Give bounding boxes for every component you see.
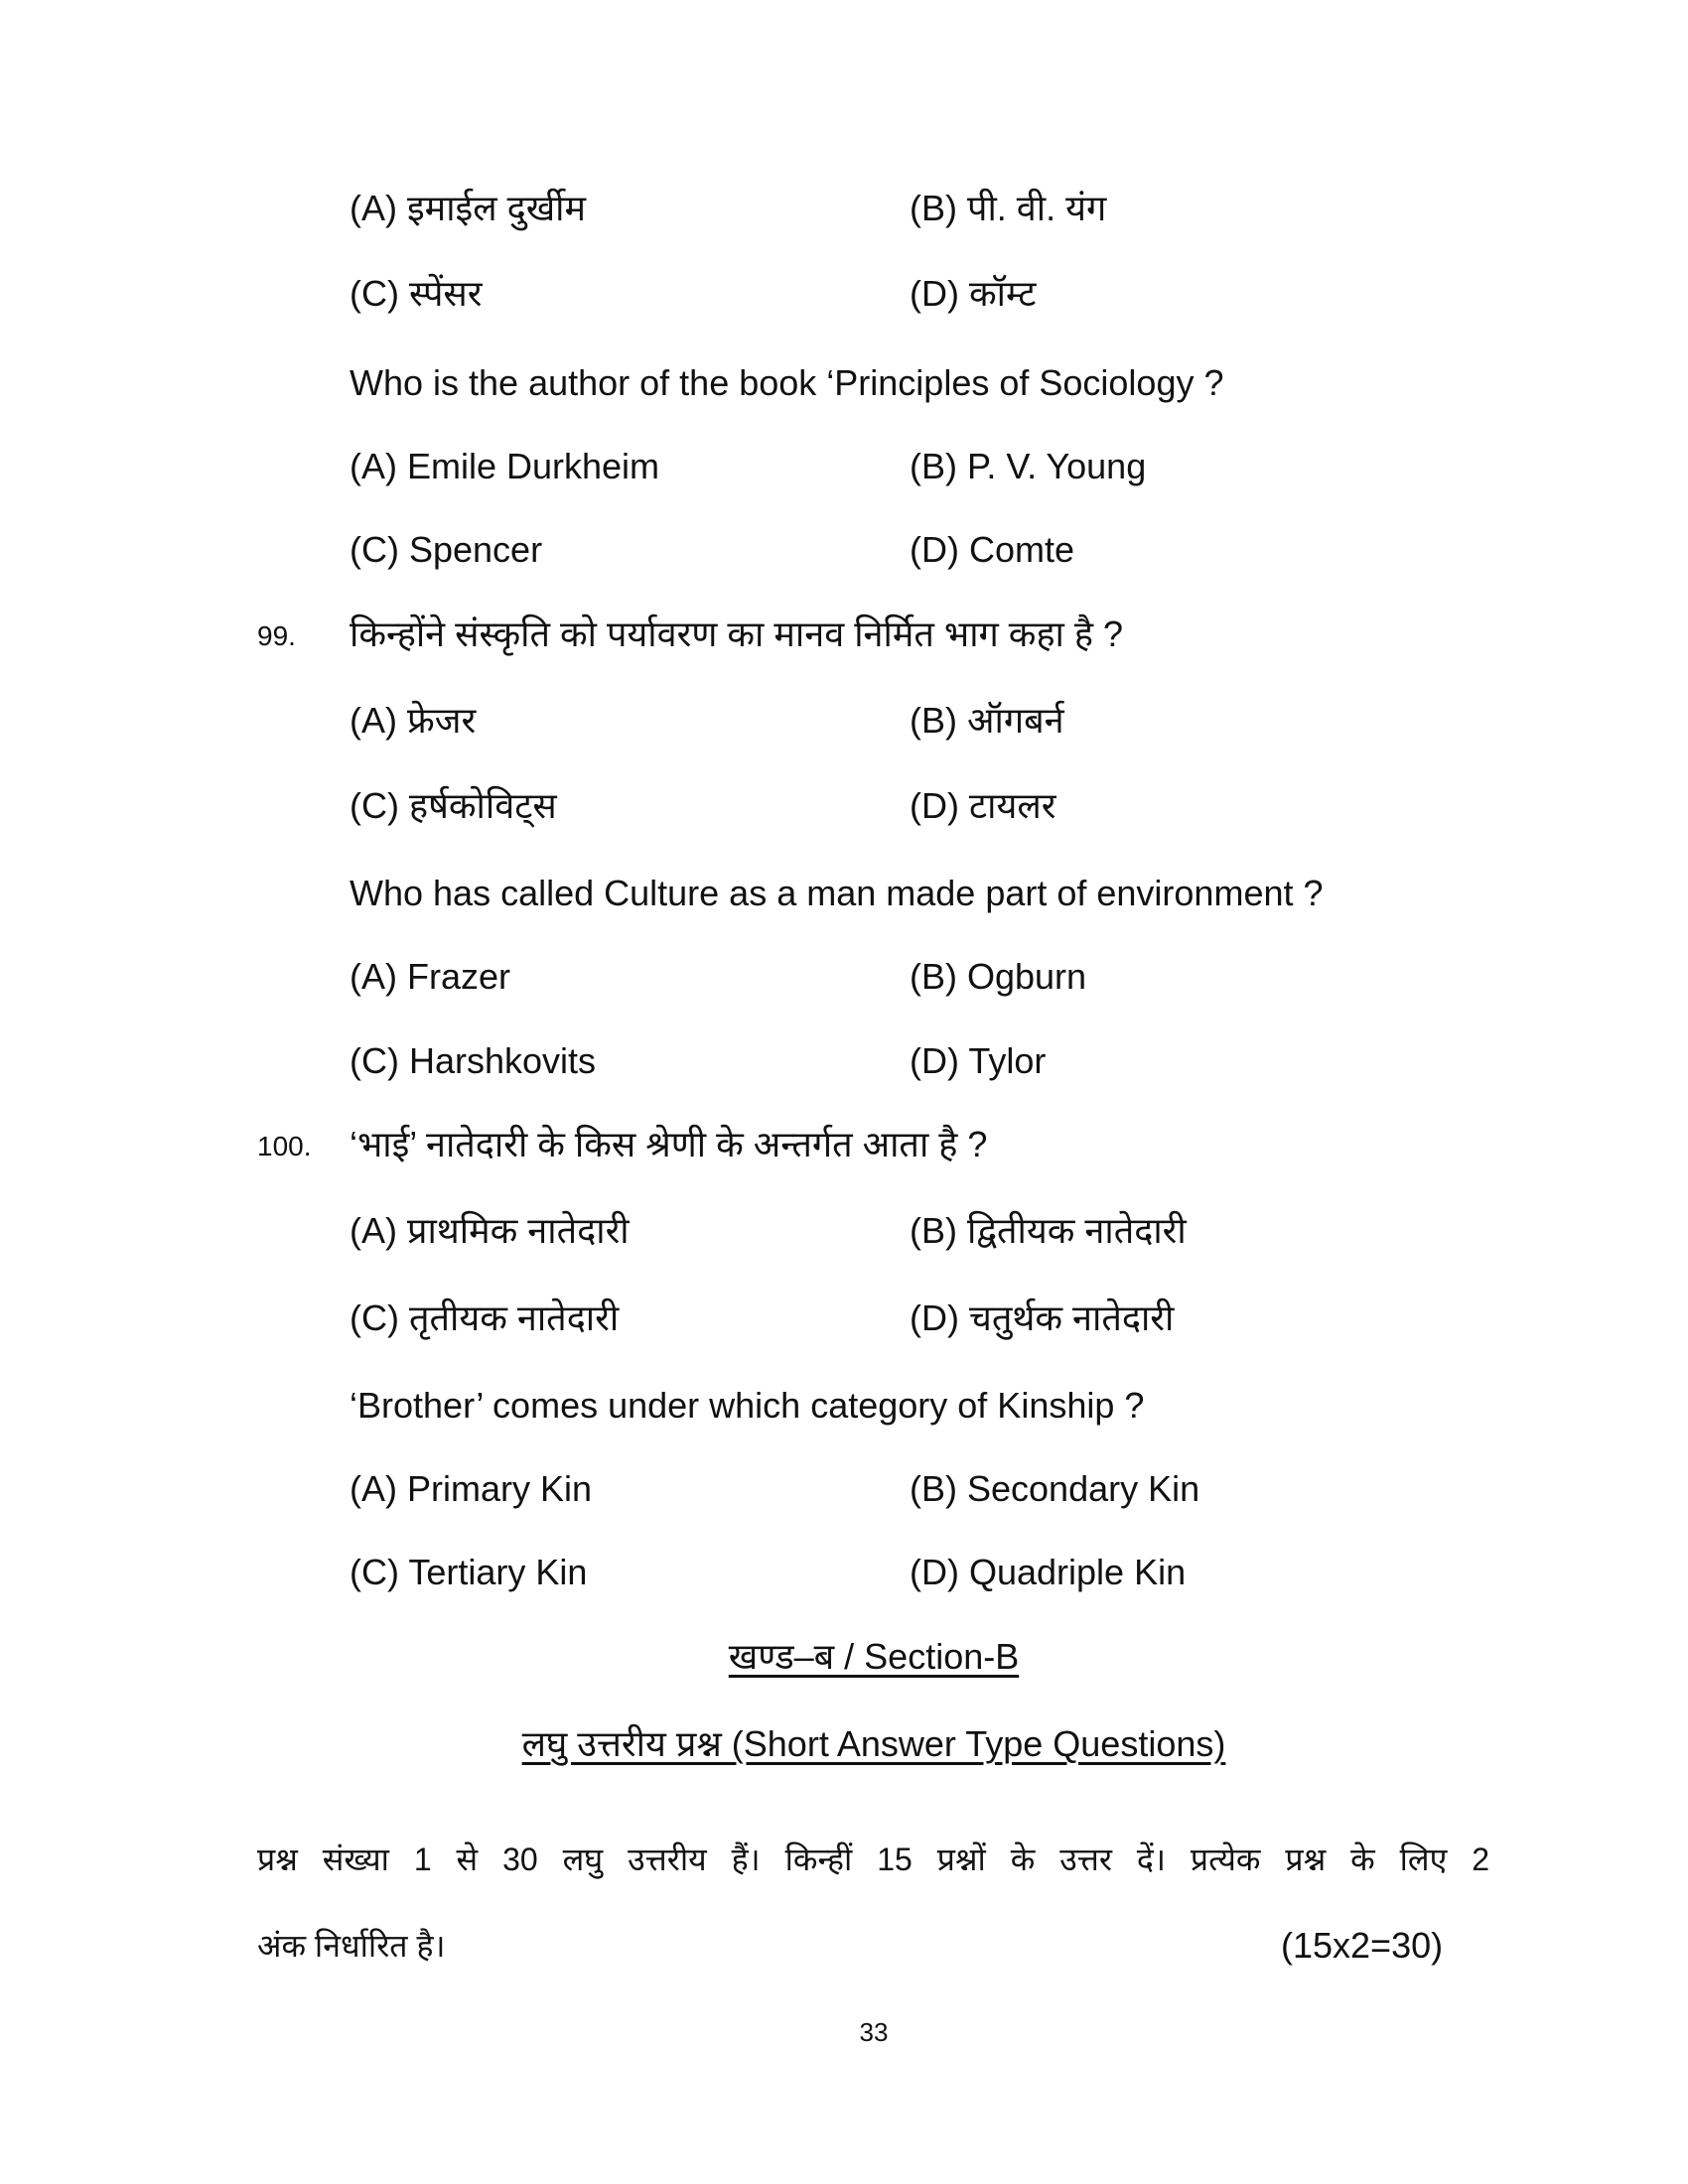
section-instruction-line1: प्रश्न संख्या 1 से 30 लघु उत्तरीय हैं। किन्हीं 15 प्रश्नों के उत्तर दें। प्रत्येक प्रश्न के लिए 2 [257, 1842, 1489, 1877]
q99-en-option-a: (A) Frazer [350, 956, 510, 997]
q100-hi-question: ‘भाई’ नातेदारी के किस श्रेणी के अन्तर्गत आता है ? [350, 1124, 988, 1164]
q99-en-question: Who has called Culture as a man made part of environment ? [350, 873, 1324, 913]
q98-hi-option-d: (D) कॉम्ट [910, 273, 1037, 314]
q99-number: 99. [257, 620, 296, 651]
q98-en-question: Who is the author of the book ‘Principles of Sociology ? [350, 362, 1224, 403]
q100-en-question: ‘Brother’ comes under which category of Kinship ? [350, 1385, 1145, 1426]
q100-hi-option-b: (B) द्वितीयक नातेदारी [910, 1210, 1187, 1251]
q99-hi-option-a: (A) फ्रेजर [350, 700, 477, 741]
q98-hi-option-b: (B) पी. वी. यंग [910, 188, 1107, 228]
q100-hi-option-c: (C) तृतीयक नातेदारी [350, 1297, 620, 1338]
q100-en-option-b: (B) Secondary Kin [910, 1468, 1200, 1509]
q100-number: 100. [257, 1131, 312, 1161]
section-instruction-line2: अंक निर्धारित है। [257, 1928, 446, 1964]
section-subheading: लघु उत्तरीय प्रश्न (Short Answer Type Questions) [521, 1723, 1226, 1764]
q100-en-option-d: (D) Quadriple Kin [910, 1552, 1187, 1592]
q98-en-option-b: (B) P. V. Young [910, 446, 1147, 486]
section-heading: खण्ड–ब / Section-B [728, 1636, 1020, 1677]
q100-en-option-a: (A) Primary Kin [350, 1468, 593, 1509]
q99-hi-question: किन्होंने संस्कृति को पर्यावरण का मानव निर्मित भाग कहा है ? [350, 614, 1124, 654]
section-marks: (15x2=30) [1281, 1925, 1444, 1966]
q98-en-option-a: (A) Emile Durkheim [350, 446, 660, 486]
q98-hi-option-c: (C) स्पेंसर [350, 273, 483, 314]
q99-en-option-d: (D) Tylor [910, 1040, 1047, 1081]
q100-hi-option-d: (D) चतुर्थक नातेदारी [910, 1297, 1175, 1338]
q99-hi-option-b: (B) ऑगबर्न [910, 700, 1064, 741]
q100-hi-option-a: (A) प्राथमिक नातेदारी [350, 1210, 630, 1251]
q100-en-option-c: (C) Tertiary Kin [350, 1552, 588, 1592]
q99-en-option-c: (C) Harshkovits [350, 1040, 597, 1081]
q98-en-option-c: (C) Spencer [350, 529, 543, 570]
q98-en-option-d: (D) Comte [910, 529, 1075, 570]
page-number: 33 [859, 2017, 889, 2047]
q99-en-option-b: (B) Ogburn [910, 956, 1087, 997]
q99-hi-option-d: (D) टायलर [910, 785, 1056, 826]
q98-hi-option-a: (A) इमाईल दुर्खीम [350, 188, 587, 228]
q99-hi-option-c: (C) हर्षकोविट्स [350, 785, 557, 826]
